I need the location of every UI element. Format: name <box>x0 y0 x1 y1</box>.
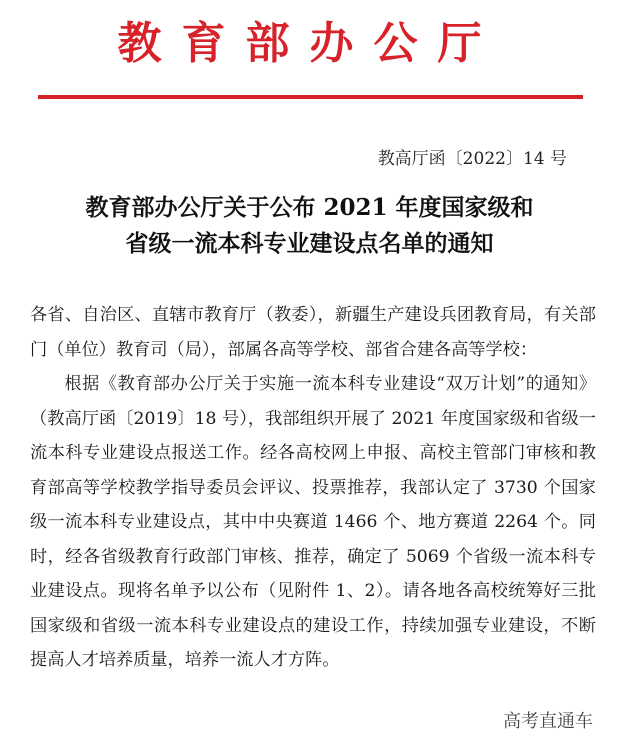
addressee: 各省、自治区、直辖市教育厅（教委），新疆生产建设兵团教育局，有关部门（单位）教育司（局），部属各高等学校、部省合建各高等学校： <box>30 305 596 360</box>
title-line-1: 教育部办公厅关于公布 2021 年度国家级和 <box>85 194 534 221</box>
red-divider <box>38 95 583 99</box>
document-body <box>30 298 596 678</box>
title-line-2: 省级一流本科专业建设点名单的通知 <box>125 230 494 257</box>
document-title <box>20 190 599 262</box>
letterhead <box>0 8 619 80</box>
letterhead-title: 教育部办公厅 <box>117 18 502 69</box>
document-number: 教高厅函〔2022〕14 号 <box>377 149 567 169</box>
body-paragraph: 根据《教育部办公厅关于实施一流本科专业建设“双万计划”的通知》（教高厅函〔2019〕18 号），我部组织开展了 2021 年度国家级和省级一流本科专业建设点报送工作。经各高校网上申报、高校主管部门审核和教育部高等学校教学指导委员会评议、投票推荐，我部认定了 3730 个国家级一流本科专业建设点，其中中央赛道 1466 个、地方赛道 2264 个。同时，经各省级教育行政部门审核、推荐，确定了 5069 个省级一流本科专业建设点。现将名单予以公布（见附件 1、2）。请各地各高校统筹好三批国家级和省级一流本科专业建设点的建设工作，持续加强专业建设，不断提高人才培养质量，培养一流人才方阵。 <box>30 374 596 670</box>
watermark: 高考直通车 <box>499 707 597 733</box>
